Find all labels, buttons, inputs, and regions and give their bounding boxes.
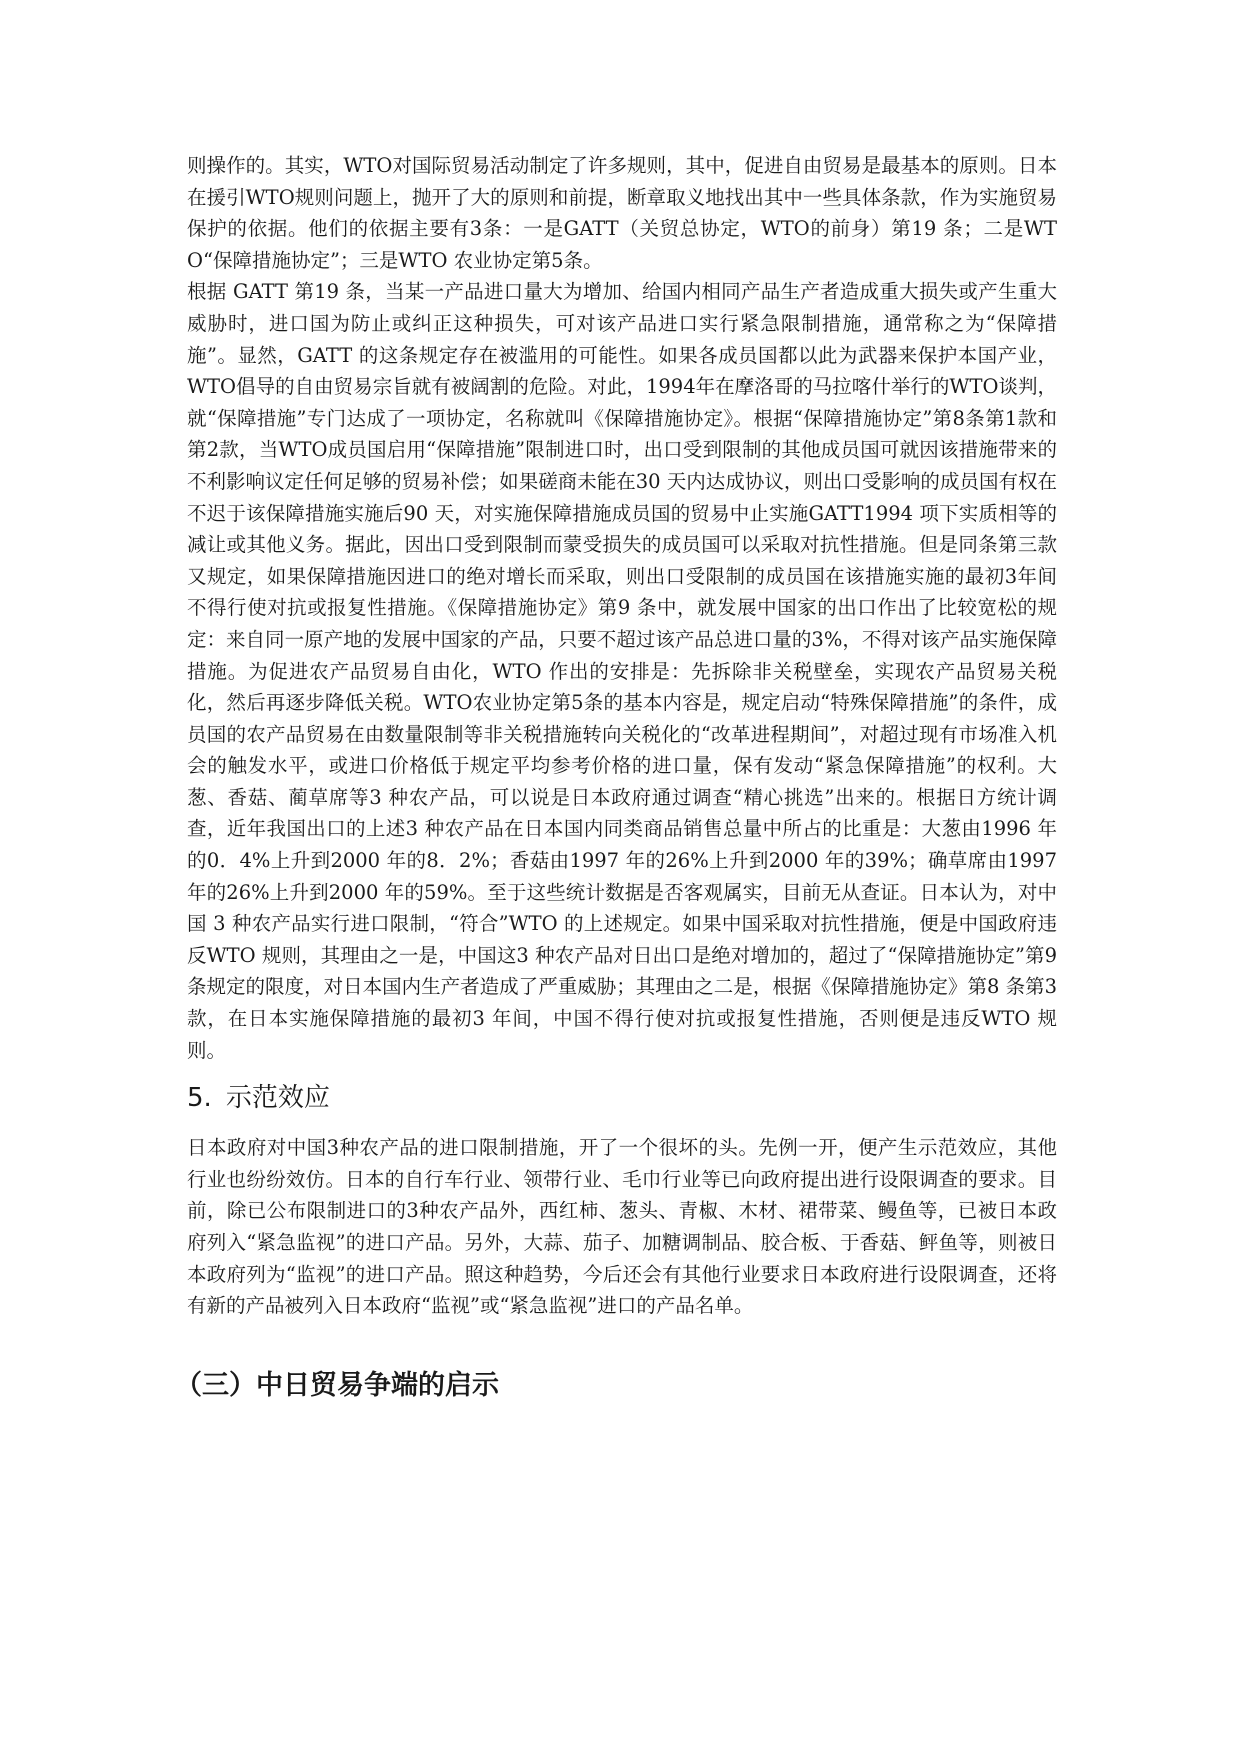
paragraph-gatt-article-19: 根据 GATT 第19 条，当某一产品进口量大为增加、给国内相同产品生产者造成重大损失或产生重大威胁时，进口国为防止或纠正这种损失，可对该产品进口实行紧急限制措施，通常称之为“保障措施”。显然，GATT 的这条规定存在被滥用的可能性。如果各成员国都以此为武器来保护本国产业，WTO倡导的自由贸易宗旨就有被阔割的危险。对此，1994年在摩洛哥的马拉喀什举行的WTO谈判，就“保障措施”专门达成了一项协定，名称就叫《保障措施协定》。根据“保障措施协定”第8条第1款和第2款，当WTO成员国启用“保障措施”限制进口时，出口受到限制的其他成员国可就因该措施带来的不利影响议定任何足够的贸易补偿；如果磋商未能在30 天内达成协议，则出口受影响的成员国有权在不迟于该保障措施实施后90 天，对实施保障措施成员国的贸易中止实施GATT1994 项下实质相等的减让或其他义务。据此，因出口受到限制而蒙受损失的成员国可以采取对抗性措施。但是同条第三款又规定，如果保障措施因进口的绝对增长而采取，则出口受限制的成员国在该措施实施的最初3年间不得行使对抗或报复性措施。《保障措施协定》第9 条中，就发展中国家的出口作出了比较宽松的规定：来自同一原产地的发展中国家的产品，只要不超过该产品总进口量的3%，不得对该产品实施保障措施。为促进农产品贸易自由化，WTO 作出的安排是：先拆除非关税壁垒，实现农产品贸易关税化，然后再逐步降低关税。WTO农业协定第5条的基本内容是，规定启动“特殊保障措施”的条件，成员国的农产品贸易在由数量限制等非关税措施转向关税化的“改革进程期间”，对超过现有市场准入机会的触发水平，或进口价格低于规定平均参考价格的进口量，保有发动“紧急保障措施”的权利。大葱、香菇、蔺草席等3 种农产品，可以说是日本政府通过调查“精心挑选”出来的。根据日方统计调查，近年我国出口的上述3 种农产品在日本国内同类商品销售总量中所占的比重是：大葱由1996 年的0．4%上升到2000 年的8．2%；香菇由1997 年的26%上升到2000 年的39%；确草席由1997 年的26%上升到2000 年的59%。至于这些统计数据是否客观属实，目前无从查证。日本认为，对中国 3 种农产品实行进口限制，“符合”WTO 的上述规定。如果中国采取对抗性措施，便是中国政府违反WTO 规则，其理由之一是，中国这3 种农产品对日出口是绝对增加的，超过了“保障措施协定”第9条规定的限度，对日本国内生产者造成了严重威胁；其理由之二是，根据《保障措施协定》第8 条第3 款，在日本实施保障措施的最初3 年间，中国不得行使对抗或报复性措施，否则便是违反WTO 规则。: [187, 280, 1057, 1062]
section-title: 示范效应: [225, 1083, 330, 1114]
section-number: 5.: [187, 1083, 212, 1114]
chapter-heading-trade-dispute-lessons: （三）中日贸易争端的启示: [175, 1369, 499, 1401]
document-page: [175, 150, 1057, 1406]
paragraph-wto-rules: 则操作的。其实，WTO对国际贸易活动制定了许多规则，其中，促进自由贸易是最基本的原则。日本在援引WTO规则问题上，抛开了大的原则和前提，断章取义地找出其中一些具体条款，作为实施贸易保护的依据。他们的依据主要有3条：一是GATT（关贸总协定，WTO的前身）第19 条；二是WTO“保障措施协定”；三是WTO 农业协定第5条。: [187, 154, 1057, 272]
section-heading-demonstration-effect: [187, 1080, 1057, 1116]
paragraph-demonstration-effect: 日本政府对中国3种农产品的进口限制措施，开了一个很坏的头。先例一开，便产生示范效应，其他行业也纷纷效仿。日本的自行车行业、领带行业、毛巾行业等已向政府提出进行设限调查的要求。目前，除已公布限制进口的3种农产品外，西红柿、葱头、青椒、木材、裙带菜、鳗鱼等，已被日本政府列入“紧急监视”的进口产品。另外，大蒜、茄子、加糖调制品、胶合板、于香菇、鲆鱼等，则被日本政府列为“监视”的进口产品。照这种趋势，今后还会有其他行业要求日本政府进行设限调查，还将有新的产品被列入日本政府“监视”或“紧急监视”进口的产品名单。: [187, 1136, 1057, 1318]
